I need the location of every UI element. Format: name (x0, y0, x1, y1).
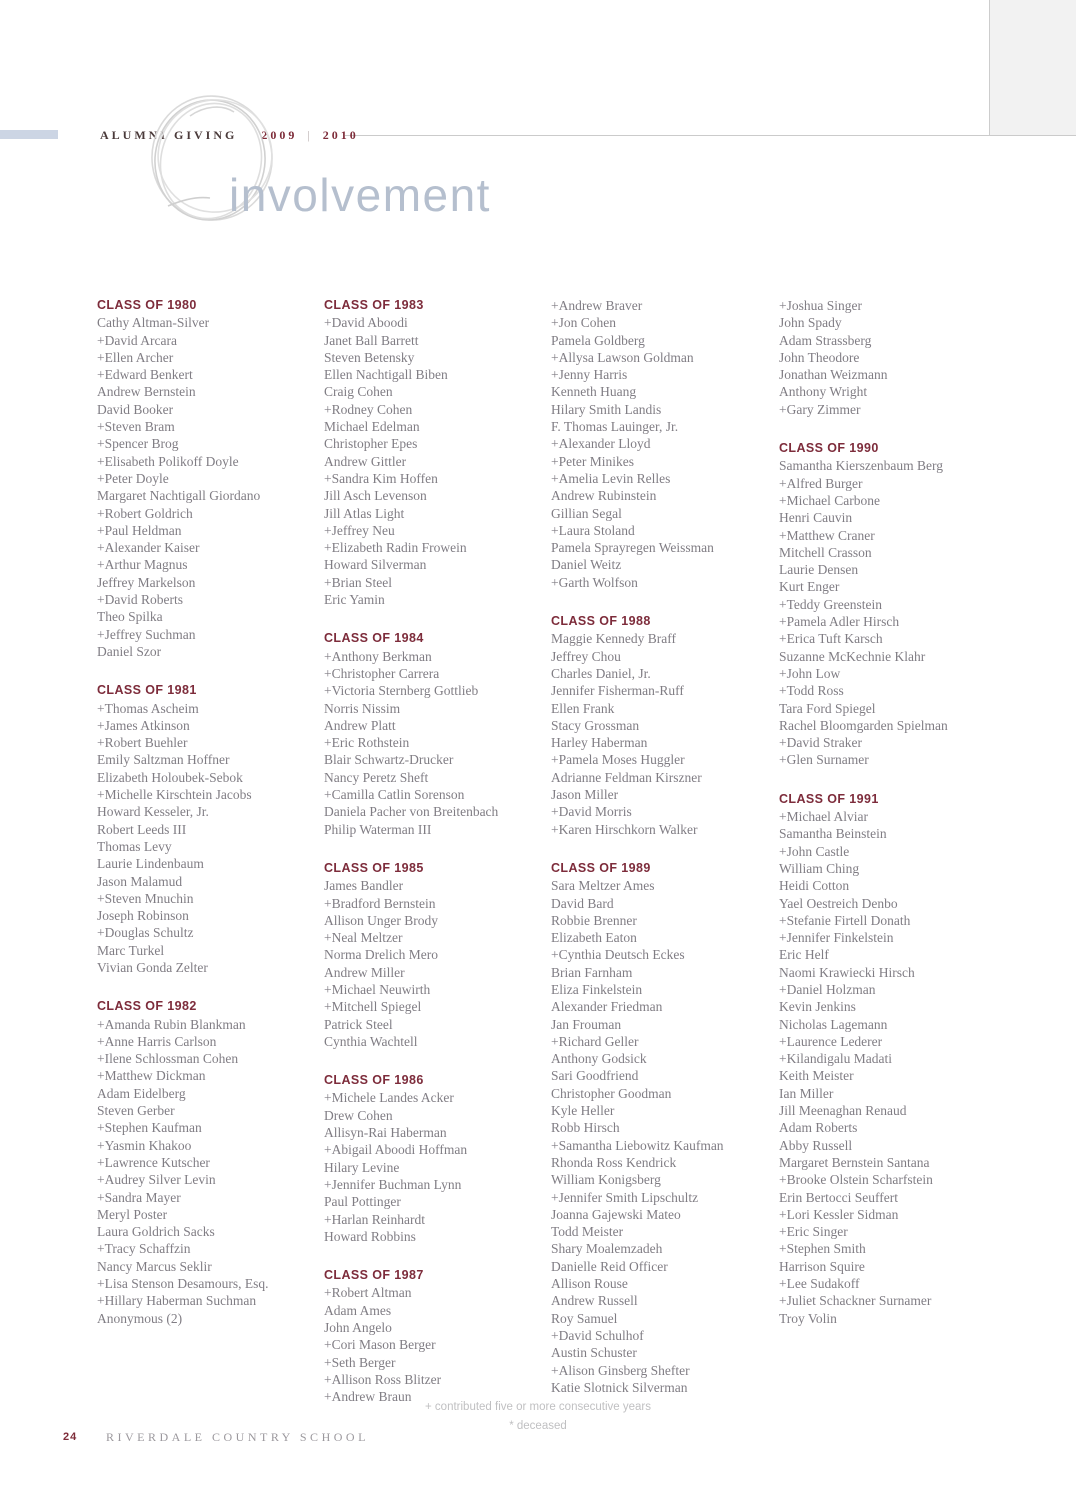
alumni-name: Cynthia Wachtell (324, 1033, 418, 1049)
alumni-name: Robbie Brenner (551, 912, 637, 928)
alumni-name: Allison Unger Brody (324, 912, 438, 928)
alumni-name: Pamela Sprayregen Weissman (551, 540, 714, 556)
class-year-header: CLASS OF 1980 (97, 298, 197, 312)
alumni-name: +Ilene Schlossman Cohen (97, 1051, 239, 1067)
alumni-name: +Gary Zimmer (779, 401, 861, 417)
alumni-name: +Alexander Kaiser (97, 540, 200, 556)
alumni-name: Daniel Weitz (551, 557, 622, 573)
alumni-name: +Michael Carbone (779, 492, 880, 508)
alumni-name: Robert Leeds III (97, 821, 187, 837)
alumni-name: Craig Cohen (324, 384, 393, 400)
alumni-name: Heidi Cotton (779, 878, 850, 894)
alumni-name: +David Aboodi (324, 315, 408, 331)
alumni-name: Andrew Miller (324, 964, 405, 980)
alumni-name: +James Atkinson (97, 717, 190, 733)
alumni-name: Margaret Bernstein Santana (779, 1154, 930, 1170)
alumni-name: +Amelia Levin Relles (551, 470, 671, 486)
alumni-name: +Cori Mason Berger (324, 1337, 436, 1353)
alumni-name: Vivian Gonda Zelter (97, 959, 208, 975)
class-year-header: CLASS OF 1986 (324, 1073, 424, 1088)
alumni-name: +Jennifer Smith Lipschultz (551, 1189, 699, 1205)
school-name: RIVERDALE COUNTRY SCHOOL (106, 1430, 369, 1444)
alumni-name: Drew Cohen (324, 1107, 393, 1123)
alumni-name: Kyle Heller (551, 1103, 615, 1119)
alumni-name: Jennifer Fisherman-Ruff (551, 683, 684, 699)
alumni-name: +Matthew Craner (779, 527, 875, 543)
alumni-name: +Peter Doyle (97, 470, 169, 486)
alumni-name: Anthony Godsick (551, 1051, 647, 1067)
alumni-name: +Erica Tuft Karsch (779, 631, 883, 647)
alumni-name: Laurie Densen (779, 562, 859, 578)
alumni-column-2 (324, 297, 544, 1428)
alumni-name: +Audrey Silver Levin (97, 1172, 216, 1188)
alumni-name: Roy Samuel (551, 1310, 618, 1326)
alumni-name: Janet Ball Barrett (324, 332, 419, 348)
alumni-name: Rhonda Ross Kendrick (551, 1154, 677, 1170)
alumni-name: David Booker (97, 401, 174, 417)
alumni-name: +Harlan Reinhardt (324, 1211, 425, 1227)
alumni-name: Jan Frouman (551, 1016, 622, 1032)
alumni-name: Ellen Frank (551, 700, 615, 716)
alumni-name: Laura Goldrich Sacks (97, 1224, 215, 1240)
alumni-name: +Lawrence Kutscher (97, 1154, 210, 1170)
alumni-name: +Allysa Lawson Goldman (551, 349, 694, 365)
alumni-name: Michael Edelman (324, 419, 420, 435)
class-section (779, 297, 999, 418)
alumni-name: +Rodney Cohen (324, 401, 413, 417)
alumni-name: Yael Oestreich Denbo (779, 895, 898, 911)
alumni-name: Cathy Altman-Silver (97, 315, 210, 331)
alumni-name: Jeffrey Markelson (97, 574, 196, 590)
alumni-name: John Spady (779, 315, 842, 331)
alumni-name: +Thomas Ascheim (97, 700, 199, 716)
alumni-name: Christopher Epes (324, 436, 418, 452)
alumni-column-3 (551, 297, 771, 1418)
alumni-name: +Elizabeth Radin Frowein (324, 540, 467, 556)
alumni-name: +Eric Rothstein (324, 735, 410, 751)
page-number: 24 (63, 1431, 78, 1443)
alumni-name: +Mitchell Spiegel (324, 999, 422, 1015)
alumni-name: +David Roberts (97, 592, 183, 608)
alumni-name: +Robert Buehler (97, 735, 188, 751)
alumni-name: +Amanda Rubin Blankman (97, 1016, 246, 1032)
alumni-name: Jason Malamud (97, 873, 183, 889)
alumni-name: Hilary Smith Landis (551, 401, 662, 417)
alumni-name: +Laura Stoland (551, 522, 635, 538)
alumni-name: +Jennifer Buchman Lynn (324, 1176, 462, 1192)
eyebrow-separator: | (307, 128, 313, 142)
alumni-name: William Ching (779, 860, 860, 876)
class-section (324, 1072, 544, 1245)
alumni-name: +Laurence Lederer (779, 1033, 883, 1049)
alumni-column-4 (779, 297, 999, 1349)
alumni-name: +Paul Heldman (97, 522, 182, 538)
alumni-name: Marc Turkel (97, 942, 165, 958)
alumni-name: Gillian Segal (551, 505, 622, 521)
alumni-name: William Konigsberg (551, 1172, 661, 1188)
alumni-name: +Christopher Carrera (324, 665, 440, 681)
alumni-name: +Tracy Schaffzin (97, 1241, 191, 1257)
alumni-name: Brian Farnham (551, 964, 633, 980)
alumni-name: Harrison Squire (779, 1258, 865, 1274)
alumni-name: +Alison Ginsberg Shefter (551, 1362, 690, 1378)
alumni-name: Eric Helf (779, 947, 829, 963)
alumni-name: Steven Betensky (324, 349, 415, 365)
class-year-header: CLASS OF 1988 (551, 614, 651, 629)
alumni-name: +Anthony Berkman (324, 648, 432, 664)
alumni-name: Tara Ford Spiegel (779, 700, 876, 716)
alumni-name: Maggie Kennedy Braff (551, 631, 676, 647)
alumni-name: Andrew Platt (324, 717, 396, 733)
class-section (551, 297, 771, 591)
alumni-name: Shary Moalemzadeh (551, 1241, 663, 1257)
class-section (779, 440, 999, 769)
alumni-name: Nicholas Lagemann (779, 1016, 888, 1032)
alumni-name: Elizabeth Holoubek-Sebok (97, 769, 243, 785)
alumni-name: Suzanne McKechnie Klahr (779, 648, 926, 664)
alumni-name: +Richard Geller (551, 1033, 639, 1049)
alumni-name: +Steven Bram (97, 419, 175, 435)
alumni-name: +Samantha Liebowitz Kaufman (551, 1137, 724, 1153)
alumni-name: +David Arcara (97, 332, 177, 348)
class-section (97, 998, 317, 1327)
alumni-name: +Pamela Adler Hirsch (779, 614, 900, 630)
alumni-name: Adam Roberts (779, 1120, 858, 1136)
alumni-name: +Daniel Holzman (779, 981, 876, 997)
alumni-name: +Hillary Haberman Suchman (97, 1293, 257, 1309)
alumni-name: Thomas Levy (97, 838, 172, 854)
alumni-name: John Angelo (324, 1320, 392, 1336)
page-title: involvement (229, 169, 491, 221)
alumni-name: Allisyn-Rai Haberman (324, 1125, 447, 1141)
alumni-name: Jill Meenaghan Renaud (779, 1103, 907, 1119)
alumni-name: +Eric Singer (779, 1224, 848, 1240)
class-year-header: CLASS OF 1981 (97, 683, 197, 698)
alumni-name: +Cynthia Deutsch Eckes (551, 947, 685, 963)
alumni-name: Naomi Krawiecki Hirsch (779, 964, 915, 980)
class-year-header: CLASS OF 1983 (324, 298, 424, 312)
alumni-name: +Michele Landes Acker (324, 1090, 454, 1106)
alumni-name: Norris Nissim (324, 700, 401, 716)
alumni-name: +Michael Alviar (779, 809, 868, 825)
alumni-name: Adrianne Feldman Kirszner (551, 769, 702, 785)
alumni-name: +Kilandigalu Madati (779, 1051, 892, 1067)
alumni-name: Alexander Friedman (551, 999, 663, 1015)
alumni-name: Austin Schuster (551, 1345, 637, 1361)
class-section (551, 860, 771, 1396)
alumni-name: Danielle Reid Officer (551, 1258, 668, 1274)
alumni-name: +Michelle Kirschtein Jacobs (97, 787, 252, 803)
class-section (551, 613, 771, 838)
alumni-name: Samantha Kierszenbaum Berg (779, 458, 943, 474)
legend-deceased: * deceased (509, 1420, 567, 1432)
alumni-name: +Steven Mnuchin (97, 890, 194, 906)
alumni-name: +Sandra Mayer (97, 1189, 181, 1205)
alumni-name: Stacy Grossman (551, 717, 640, 733)
alumni-name: Todd Meister (551, 1224, 624, 1240)
alumni-name: +Yasmin Khakoo (97, 1137, 192, 1153)
alumni-name: Adam Eidelberg (97, 1085, 186, 1101)
alumni-name: Troy Volin (779, 1310, 837, 1326)
alumni-name: +Alexander Lloyd (551, 436, 651, 452)
alumni-name: Anonymous (2) (97, 1310, 183, 1326)
alumni-name: Margaret Nachtigall Giordano (97, 488, 261, 504)
class-year-header: CLASS OF 1990 (779, 441, 879, 456)
alumni-name: Howard Robbins (324, 1228, 416, 1244)
alumni-name: +Michael Neuwirth (324, 981, 431, 997)
left-accent-bar (0, 130, 58, 139)
alumni-name: Robb Hirsch (551, 1120, 620, 1136)
alumni-name: +John Castle (779, 843, 850, 859)
alumni-name: Howard Kesseler, Jr. (97, 804, 209, 820)
alumni-name: +Ellen Archer (97, 349, 174, 365)
alumni-name: +Seth Berger (324, 1354, 396, 1370)
class-section (97, 297, 317, 660)
class-year-header: CLASS OF 1991 (779, 791, 879, 806)
alumni-name: +Elisabeth Polikoff Doyle (97, 453, 239, 469)
alumni-name: +Matthew Dickman (97, 1068, 206, 1084)
alumni-name: Henri Cauvin (779, 510, 853, 526)
alumni-name: Harley Haberman (551, 735, 648, 751)
alumni-name: +Bradford Bernstein (324, 895, 436, 911)
alumni-name: +Sandra Kim Hoffen (324, 470, 438, 486)
alumni-name: Joanna Gajewski Mateo (551, 1206, 681, 1222)
alumni-name: Erin Bertocci Seuffert (779, 1189, 898, 1205)
alumni-name: +Brooke Olstein Scharfstein (779, 1172, 933, 1188)
alumni-name: +Todd Ross (779, 683, 844, 699)
eyebrow-year-start: 2009 (261, 128, 298, 142)
alumni-name: +Camilla Catlin Sorenson (324, 787, 465, 803)
alumni-name: Emily Saltzman Hoffner (97, 752, 230, 768)
alumni-name: Nancy Peretz Sheft (324, 769, 429, 785)
class-year-header: CLASS OF 1985 (324, 860, 424, 875)
alumni-name: Jill Asch Levenson (324, 488, 427, 504)
alumni-name: Mitchell Crasson (779, 544, 872, 560)
alumni-name: Theo Spilka (97, 609, 163, 625)
alumni-name: Jill Atlas Light (324, 505, 405, 521)
alumni-name: Pamela Goldberg (551, 332, 645, 348)
alumni-name: +Karen Hirschkorn Walker (551, 821, 698, 837)
alumni-name: +Stephen Smith (779, 1241, 866, 1257)
class-year-header: CLASS OF 1987 (324, 1268, 424, 1283)
alumni-name: +Stephen Kaufman (97, 1120, 202, 1136)
alumni-name: Steven Gerber (97, 1103, 175, 1119)
alumni-name: Andrew Rubinstein (551, 488, 657, 504)
class-section (324, 297, 544, 608)
alumni-name: +David Straker (779, 735, 862, 751)
class-section (324, 630, 544, 838)
alumni-name: Rachel Bloomgarden Spielman (779, 717, 948, 733)
corner-rule-box (989, 0, 1076, 135)
alumni-name: Andrew Gittler (324, 453, 407, 469)
alumni-name: Kevin Jenkins (779, 999, 856, 1015)
alumni-name: +Peter Minikes (551, 453, 634, 469)
alumni-name: +Lori Kessler Sidman (779, 1206, 899, 1222)
alumni-name: Samantha Beinstein (779, 826, 887, 842)
alumni-name: +Joshua Singer (779, 298, 862, 313)
class-year-header: CLASS OF 1984 (324, 631, 424, 646)
alumni-name: Andrew Bernstein (97, 384, 196, 400)
alumni-name: +Alfred Burger (779, 475, 863, 491)
alumni-name: +Lee Sudakoff (779, 1276, 860, 1292)
alumni-name: Hilary Levine (324, 1159, 400, 1175)
alumni-name: Ian Miller (779, 1085, 834, 1101)
alumni-name: Adam Ames (324, 1302, 392, 1318)
alumni-name: +Anne Harris Carlson (97, 1033, 217, 1049)
alumni-name: Eric Yamin (324, 592, 385, 608)
alumni-name: John Theodore (779, 349, 860, 365)
alumni-name: +Edward Benkert (97, 367, 193, 383)
alumni-name: Norma Drelich Mero (324, 947, 438, 963)
alumni-name: Sari Goodfriend (551, 1068, 639, 1084)
alumni-name: +Jeffrey Neu (324, 522, 395, 538)
class-section (324, 860, 544, 1050)
alumni-name: +Spencer Brog (97, 436, 179, 452)
alumni-name: Keith Meister (779, 1068, 854, 1084)
alumni-name: +Teddy Greenstein (779, 596, 883, 612)
alumni-name: David Bard (551, 895, 614, 911)
alumni-name: +Stefanie Firtell Donath (779, 912, 911, 928)
alumni-name: +Arthur Magnus (97, 557, 188, 573)
alumni-name: Jeffrey Chou (551, 648, 621, 664)
alumni-name: Meryl Poster (97, 1206, 168, 1222)
alumni-name: +Robert Goldrich (97, 505, 193, 521)
alumni-name: Nancy Marcus Seklir (97, 1258, 212, 1274)
alumni-name: Allison Rouse (551, 1276, 628, 1292)
alumni-name: +Allison Ross Blitzer (324, 1371, 442, 1387)
alumni-name: Eliza Finkelstein (551, 981, 643, 997)
alumni-name: Patrick Steel (324, 1016, 393, 1032)
alumni-name: +Victoria Sternberg Gottlieb (324, 683, 479, 699)
alumni-name: Daniel Szor (97, 643, 162, 659)
alumni-name: F. Thomas Lauinger, Jr. (551, 419, 679, 435)
alumni-name: Sara Meltzer Ames (551, 878, 655, 894)
alumni-name: Ellen Nachtigall Biben (324, 367, 448, 383)
alumni-name: +Lisa Stenson Desamours, Esq. (97, 1276, 269, 1292)
alumni-name: +Neal Meltzer (324, 930, 403, 946)
alumni-name: Laurie Lindenbaum (97, 856, 204, 872)
alumni-name: Howard Silverman (324, 557, 427, 573)
header-horizontal-rule (345, 135, 1076, 136)
class-section (97, 682, 317, 976)
alumni-name: Philip Waterman III (324, 821, 432, 837)
legend-consecutive-years: + contributed five or more consecutive years (425, 1401, 651, 1413)
class-year-header: CLASS OF 1982 (97, 999, 197, 1014)
alumni-name: Elizabeth Eaton (551, 930, 637, 946)
alumni-name: +Andrew Braver (551, 298, 643, 313)
alumni-name: Adam Strassberg (779, 332, 872, 348)
class-year-header: CLASS OF 1989 (551, 860, 651, 875)
alumni-name: +Jon Cohen (551, 315, 616, 331)
alumni-name: +David Morris (551, 804, 632, 820)
alumni-name: +David Schulhof (551, 1327, 644, 1343)
class-section (324, 1267, 544, 1405)
alumni-name: James Bandler (324, 878, 404, 894)
alumni-name: Kurt Enger (779, 579, 840, 595)
alumni-name: +Garth Wolfson (551, 574, 638, 590)
alumni-name: Jason Miller (551, 787, 619, 803)
alumni-name: +Andrew Braun (324, 1389, 412, 1405)
class-section (779, 791, 999, 1327)
alumni-name: Christopher Goodman (551, 1085, 672, 1101)
alumni-name: +Douglas Schultz (97, 925, 194, 941)
alumni-name: Anthony Wright (779, 384, 868, 400)
alumni-name: Kenneth Huang (551, 384, 637, 400)
alumni-name: +Pamela Moses Huggler (551, 752, 685, 768)
alumni-name: Abby Russell (779, 1137, 853, 1153)
eyebrow-label: ALUMNI GIVING (100, 128, 238, 142)
alumni-name: Andrew Russell (551, 1293, 638, 1309)
alumni-name: +Robert Altman (324, 1285, 412, 1301)
alumni-column-1 (97, 297, 317, 1349)
alumni-name: Joseph Robinson (97, 908, 189, 924)
alumni-name: +Juliet Schackner Surnamer (779, 1293, 932, 1309)
alumni-name: +Jennifer Finkelstein (779, 930, 894, 946)
alumni-name: Jonathan Weizmann (779, 367, 888, 383)
eyebrow-year-end: 2010 (322, 128, 359, 142)
alumni-name: Daniela Pacher von Breitenbach (324, 804, 499, 820)
alumni-name: +Brian Steel (324, 574, 392, 590)
alumni-name: Katie Slotnick Silverman (551, 1379, 688, 1395)
alumni-name: +Jenny Harris (551, 367, 628, 383)
alumni-name: +John Low (779, 665, 841, 681)
alumni-name: Charles Daniel, Jr. (551, 665, 651, 681)
alumni-name: +Jeffrey Suchman (97, 626, 196, 642)
alumni-name: Blair Schwartz-Drucker (324, 752, 454, 768)
alumni-name: +Glen Surnamer (779, 752, 869, 768)
alumni-name: Paul Pottinger (324, 1194, 401, 1210)
alumni-name: +Abigail Aboodi Hoffman (324, 1142, 468, 1158)
